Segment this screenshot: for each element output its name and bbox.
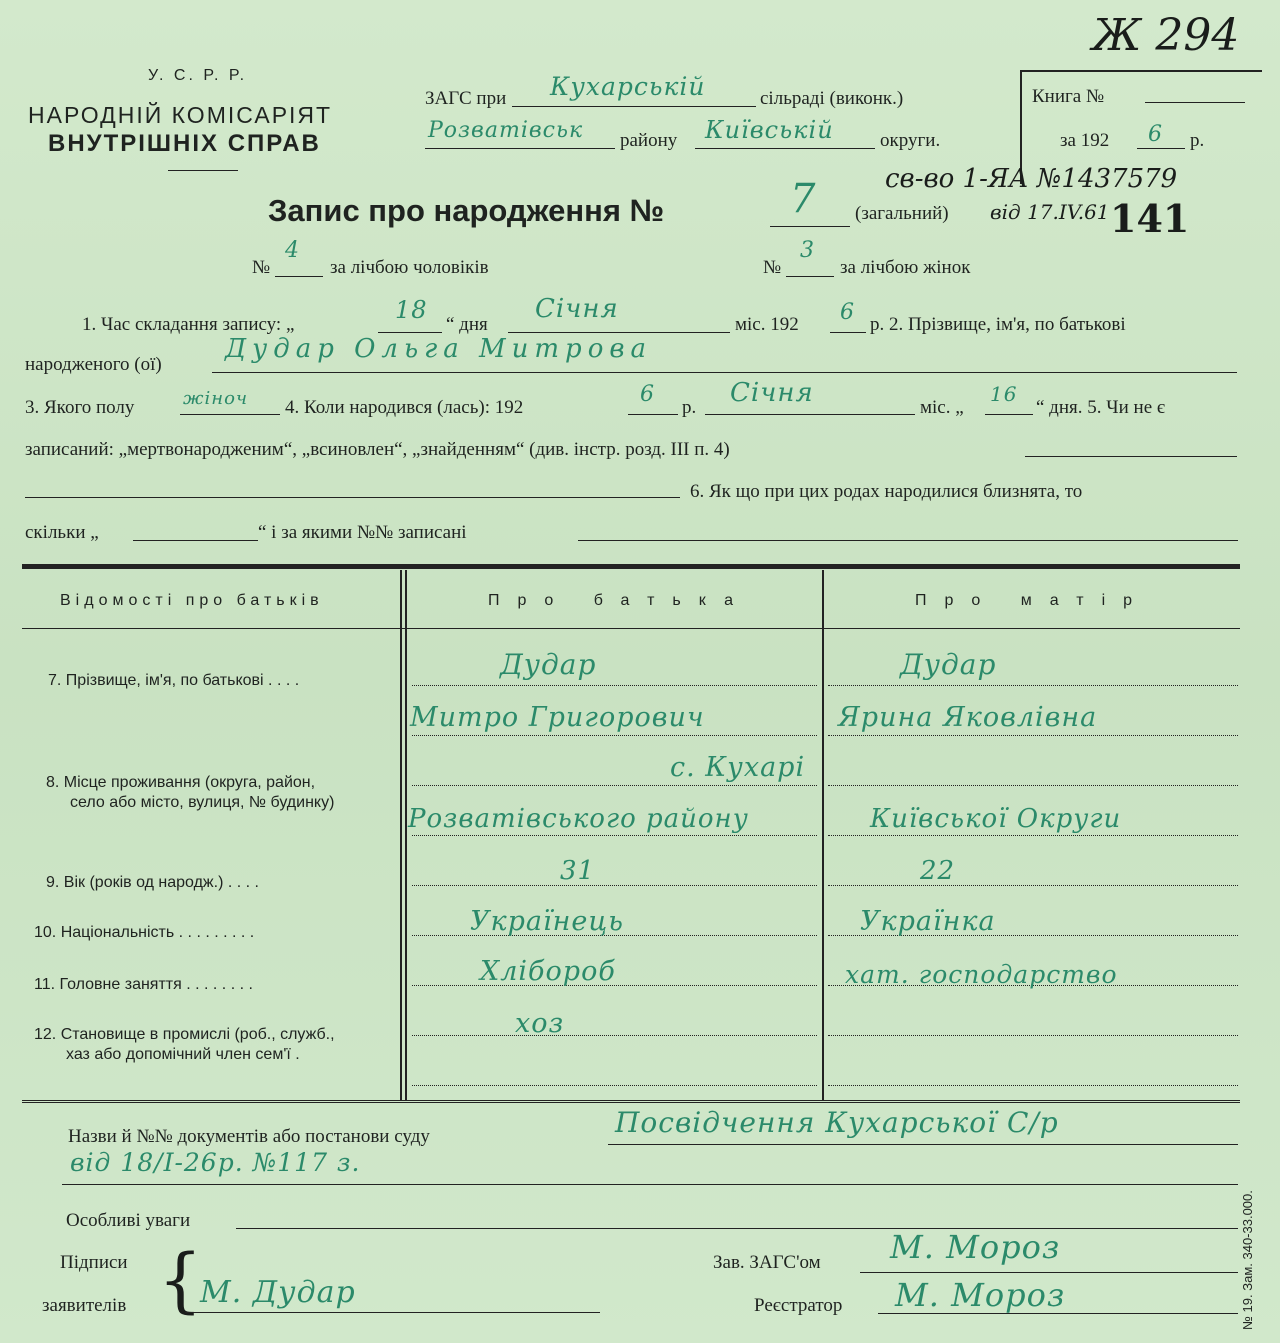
mother-line-1 [828,685,1238,686]
item1-label: 1. Час складання запису: „ [82,314,295,335]
father-line-3 [412,785,817,786]
father-position-handwritten: хоз [515,1008,565,1039]
certificate-date-handwritten: від 17.IV.61 [990,200,1110,224]
mother-line-3 [828,785,1238,786]
zags-head-label: Зав. ЗАГС'ом [713,1252,821,1273]
table-header-border [22,628,1240,629]
rayon-line [425,148,615,149]
record-day-handwritten: 18 [395,296,428,324]
father-line-1 [412,685,817,686]
village-line [512,106,756,107]
table-col-divider-1b [405,570,407,1100]
item4-label: 4. Коли народився (лась): 192 [285,397,524,418]
rayon-handwritten: Розватівськ [428,118,584,143]
birth-month-label: міс. „ [920,397,964,418]
father-line-8 [412,1035,817,1036]
birth-r-label: р. [682,397,697,418]
book-label: Книга № [1032,86,1105,107]
father-rayon-handwritten: Розватівського району [408,804,749,834]
village-handwritten: Кухарській [550,72,706,101]
book-year-line [1137,148,1185,149]
book-year-label: за 192 [1060,130,1110,151]
record-year-handwritten: 6 [840,300,855,325]
special-notes-label: Особливі уваги [66,1210,191,1231]
book-year-handwritten: 6 [1148,122,1163,147]
twins-records-label: “ і за якими №№ записані [258,522,467,543]
item2-label: р. 2. Прізвище, ім'я, по батькові [870,314,1126,335]
mother-surname-handwritten: Дудар [900,648,997,681]
birth-month-handwritten: Січня [730,378,814,408]
table-col-divider-1 [400,570,402,1100]
year-line [830,332,866,333]
blank-line [25,497,680,498]
male-count-handwritten: 4 [285,238,300,263]
father-age-handwritten: 31 [560,856,596,886]
newborn-name-line [212,372,1237,373]
mother-age-handwritten: 22 [920,856,956,886]
applicant-signature-line [185,1312,600,1313]
female-count-label: за лічбою жінок [840,257,971,278]
female-no-line [786,276,834,277]
birth-day-handwritten: 16 [990,382,1018,406]
mother-name-handwritten: Ярина Яковлівна [838,702,1098,733]
item3-label: 3. Якого полу [25,397,135,418]
birth-day-line [985,414,1033,415]
mother-line-2 [828,735,1238,736]
applicant-signature-handwritten: М. Дудар [200,1275,356,1310]
okrug-label: округи. [880,130,941,151]
father-village-handwritten: с. Кухарі [670,752,806,783]
commissariat-label: НАРОДНІЙ КОМІСАРІЯТ [28,102,333,128]
row-label-position-1: 12. Становище в промислі (роб., служб., [34,1026,335,1043]
mother-line-8 [828,1035,1238,1036]
row-label-position-2: хаз або допомічний член сем'ї . [66,1046,300,1063]
newborn-label: народженого (ої) [25,354,162,375]
documents-handwritten: Посвідчення Кухарської С/р [615,1106,1059,1139]
row-label-occupation: 11. Головне заняття . . . . . . . . [34,976,253,993]
female-no-label: № [763,257,782,278]
documents-line-2 [62,1184,1238,1185]
father-name-handwritten: Митро Григорович [410,702,705,733]
print-order-label: № 19. Зам. 340-33.000. [1240,1190,1255,1330]
row-label-nationality: 10. Національність . . . . . . . . . [34,924,255,941]
item6-label: 6. Як що при цих родах народилися близнята, то [690,481,1083,502]
table-top-border [22,564,1240,569]
ussr-label: У. С. Р. Р. [148,67,248,84]
month-line [508,332,730,333]
twins-count-line [133,540,258,541]
sex-line [180,414,280,415]
record-number-line [770,226,850,227]
rayon-label: району [620,130,678,151]
father-line-4 [412,835,817,836]
birth-month-line [705,414,915,415]
stillborn-label: записаний: „мертвонародженим“, „всиновлен“, „знайденням“ (див. інстр. розд. III п. 4) [25,439,730,460]
mother-line-9 [828,1085,1238,1086]
documents-label: Назви й №№ документів або постанови суду [68,1126,430,1147]
male-no-label: № [252,257,271,278]
item5-label: “ дня. 5. Чи не є [1036,397,1166,418]
record-title: Запис про народження № [268,193,665,228]
documents-line [608,1144,1238,1145]
row-label-residence-2: село або місто, вулиця, № будинку) [70,794,335,811]
record-month-handwritten: Січня [535,294,619,324]
archive-stamp-handwritten: Ж 294 [1092,10,1240,61]
birth-year-handwritten: 6 [640,382,655,407]
item1-day-label: “ дня [446,314,488,335]
special-notes-line [236,1228,1238,1229]
row-label-age: 9. Вік (років од народж.) . . . . [46,874,259,891]
book-number-line [1145,102,1245,103]
mother-line-5 [828,885,1238,886]
male-no-line [275,276,323,277]
birth-year-line [628,414,678,415]
okrug-line [695,148,875,149]
header-divider [168,170,238,171]
mother-line-4 [828,835,1238,836]
twins-label: скільки „ [25,522,99,543]
female-count-handwritten: 3 [800,238,815,263]
twins-records-line [578,540,1238,541]
sex-handwritten: жіноч [183,388,249,409]
day-line [378,332,442,333]
registrar-signature-handwritten: М. Мороз [895,1276,1066,1314]
table-bottom-border [22,1100,1240,1103]
table-col-divider-2 [822,570,824,1100]
father-nationality-handwritten: Українець [470,906,624,937]
father-surname-handwritten: Дудар [500,648,597,681]
department-label: ВНУТРІШНІХ СПРАВ [48,130,321,157]
zags-head-signature-handwritten: М. Мороз [890,1228,1061,1266]
record-number-handwritten: 141 [1110,196,1190,241]
male-count-label: за лічбою чоловіків [330,257,489,278]
book-year-suffix: р. [1190,130,1205,151]
table-header-info: Відомості про батьків [60,592,324,609]
documents-date-handwritten: від 18/I-26р. №117 з. [70,1148,361,1177]
certificate-note-handwritten: св-во 1-ЯА №1437579 [885,164,1178,194]
applicants-label: заявителів [42,1295,127,1316]
okrug-handwritten: Київській [705,116,834,144]
zags-head-line [860,1272,1238,1273]
father-line-9 [412,1085,817,1086]
signature-bracket: { [158,1239,203,1321]
newborn-name-handwritten: Дудар Ольга Митрова [225,334,652,364]
record-number-hw: 7 [790,176,817,222]
table-header-mother: Про матір [915,592,1151,609]
signatures-label: Підписи [60,1252,128,1273]
general-label: (загальний) [855,203,949,224]
father-line-2 [412,735,817,736]
father-occupation-handwritten: Хлібороб [480,956,616,987]
zags-pri-label: ЗАГС при [425,88,507,109]
mother-okrug-handwritten: Київської Округи [870,804,1122,834]
zags-silrada-label: сільраді (виконк.) [760,88,904,109]
row-label-residence-1: 8. Місце проживання (округа, район, [46,774,316,791]
mother-nationality-handwritten: Українка [860,906,996,937]
registrar-label: Реєстратор [754,1295,843,1316]
mother-occupation-handwritten: хат. господарство [845,960,1118,989]
item1-year-label: міс. 192 [735,314,799,335]
row-label-name: 7. Прізвище, ім'я, по батькові . . . . [48,672,300,689]
father-line-5 [412,885,817,886]
stillborn-line [1025,456,1237,457]
table-header-father: Про батька [488,592,751,609]
